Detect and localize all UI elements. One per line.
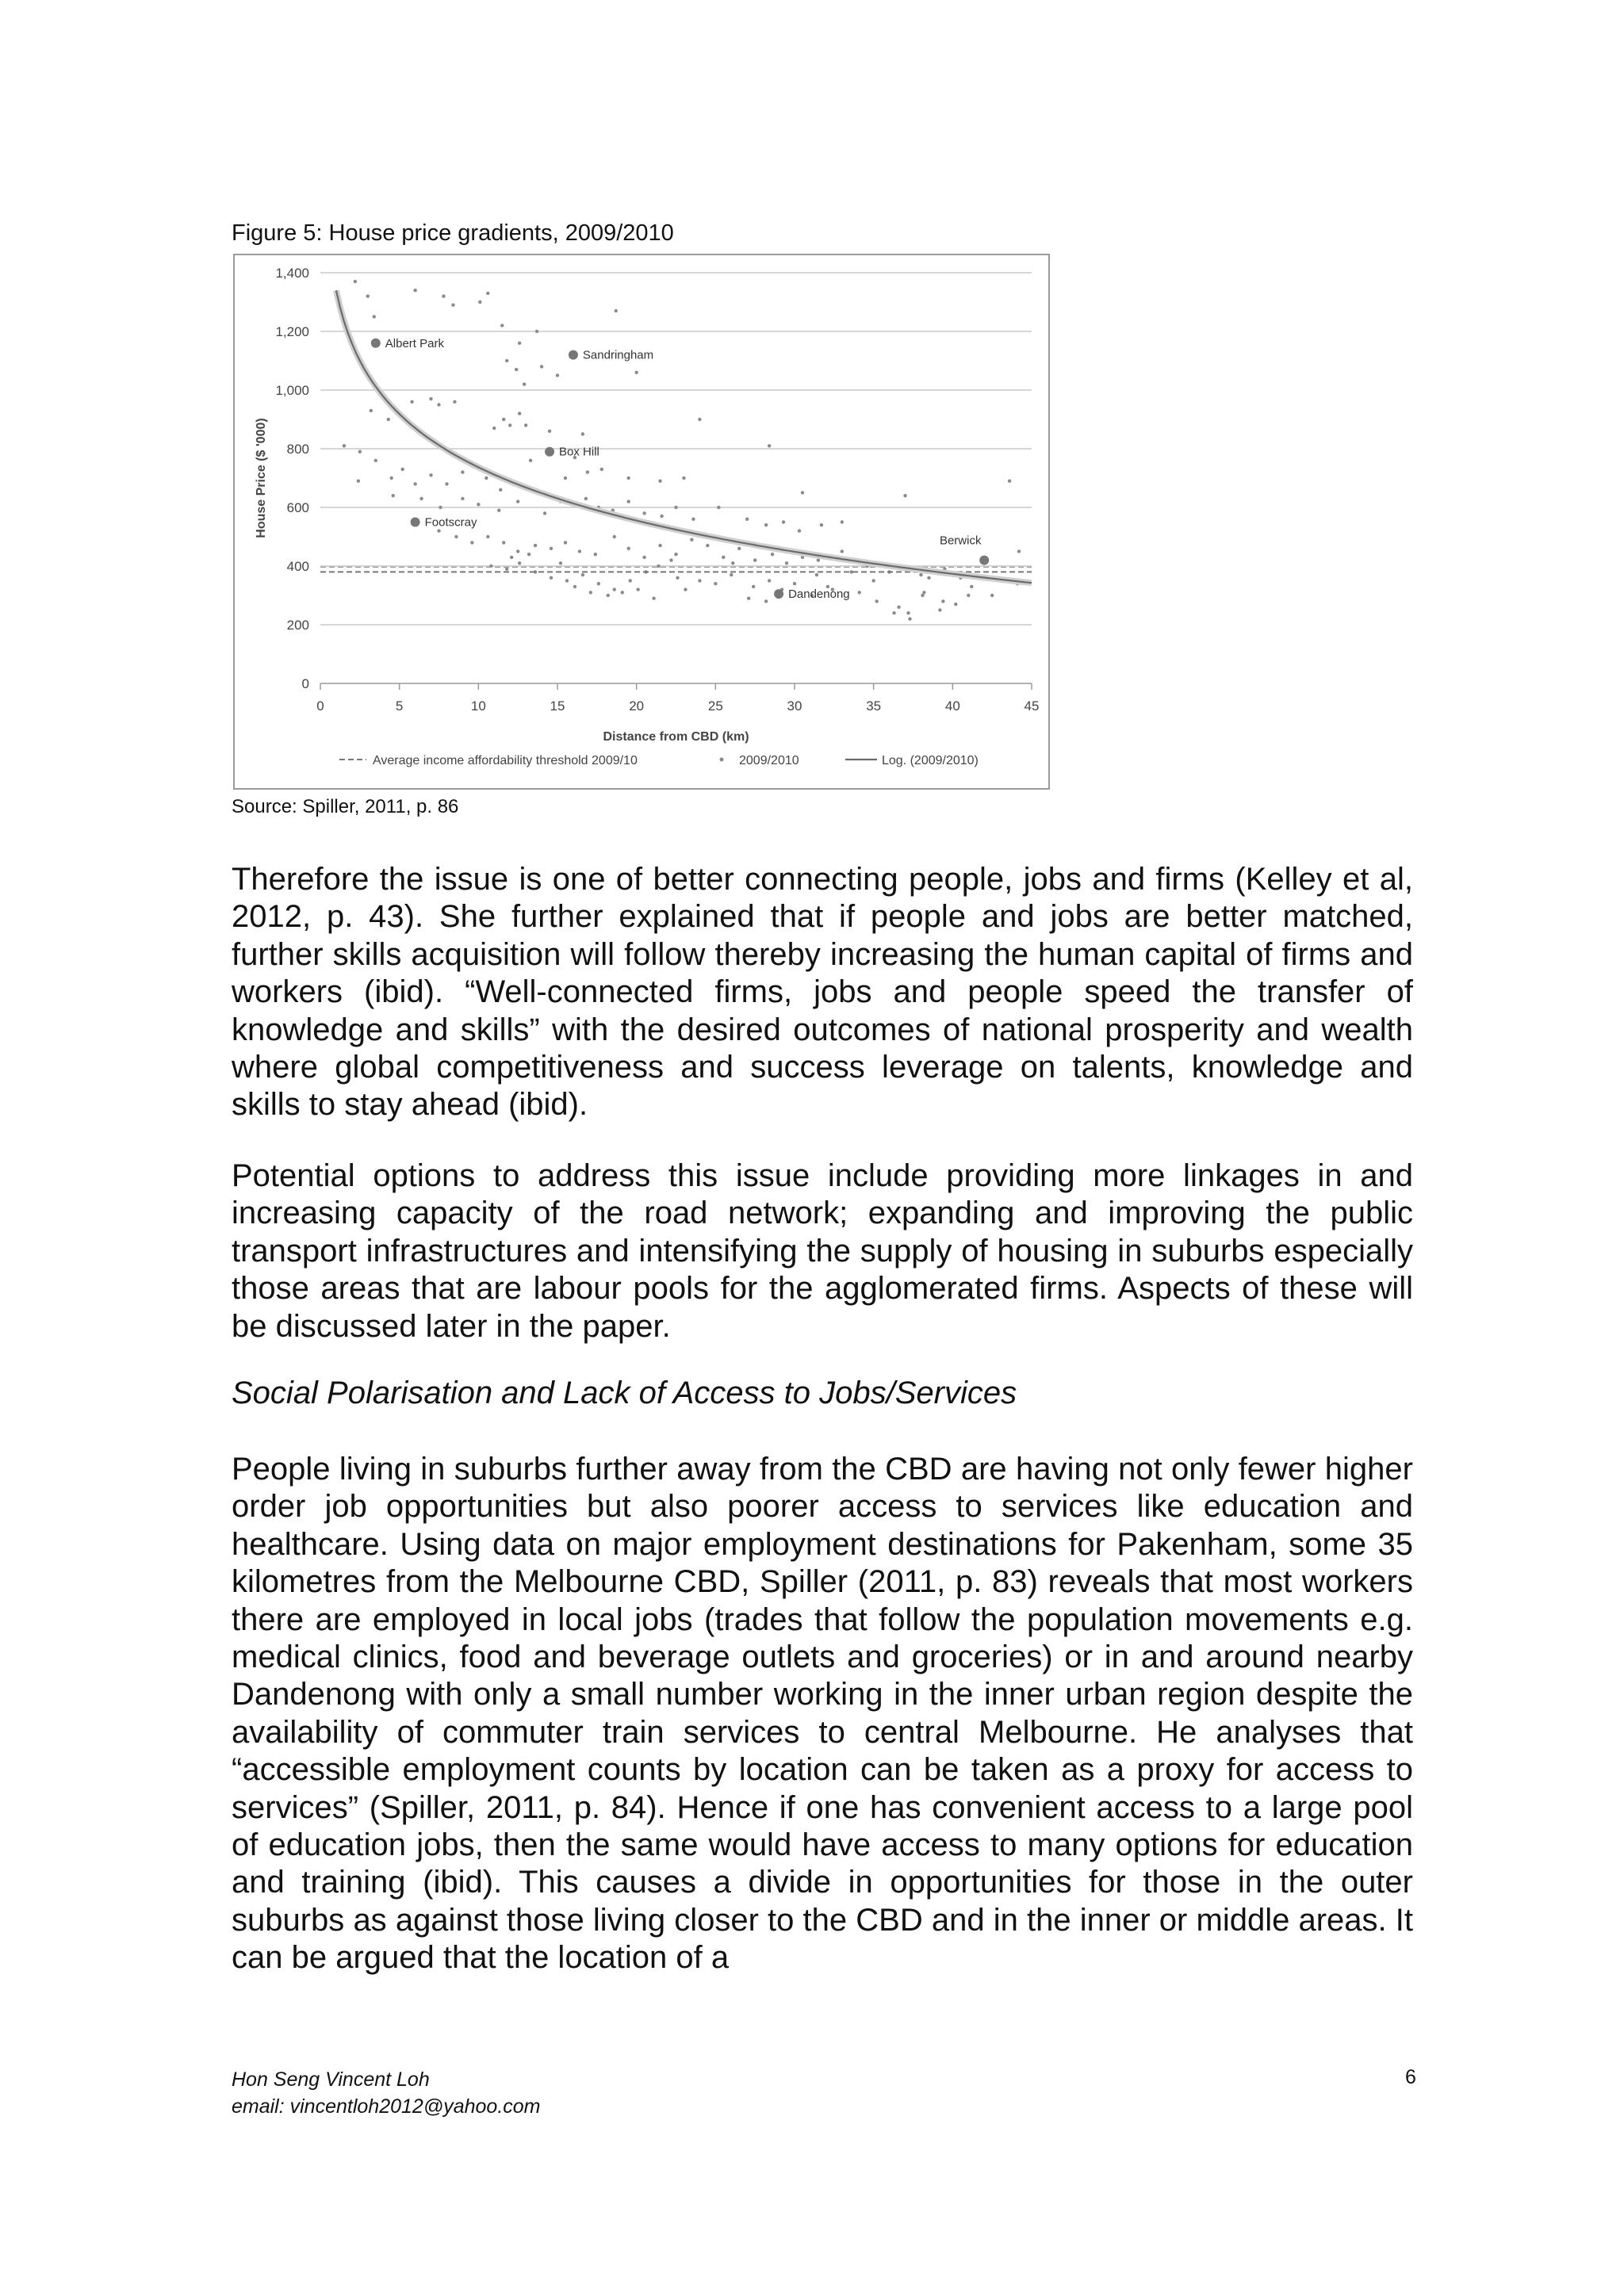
page-number: 6 [1405,2066,1416,2088]
x-axis-label: Distance from CBD (km) [603,730,749,744]
scatter-point [919,573,922,576]
scatter-point [505,359,508,362]
scatter-point [652,597,655,600]
y-tick-label: 800 [286,442,309,457]
scatter-point [565,579,569,582]
scatter-point [343,444,346,447]
scatter-point [492,427,496,430]
scatter-point [470,541,473,544]
suburb-label: Sandringham [582,348,654,362]
axis-labels [255,266,1039,744]
author-name: Hon Seng Vincent Loh [232,2068,430,2091]
scatter-point [527,553,530,556]
scatter-point [1008,480,1011,483]
trend-band [336,290,1032,583]
scatter-point [419,497,423,500]
scatter-point [927,576,930,580]
paragraph-1: Therefore the issue is one of better connecting people, jobs and firms (Kelley et al, 2012, p. 43). She further explained that if people and jobs are better matched, further skills acquisition will follow thereby increasing the human capital of firms and workers (ibid). “Well-connected firms, jobs and people speed the transfer of knowledge and skills” with the desired outcomes of national prosperity and wealth where global competitiveness and success leverage on talents, knowledge and skills to stay ahead (ibid). [232,862,1413,1123]
scatter-point [454,535,458,538]
scatter-point [550,547,553,550]
scatter-point [682,476,685,480]
scatter-point [871,579,875,582]
scatter-point [518,342,521,345]
scatter-point [387,418,390,421]
scatter-point [817,558,820,561]
scatter-point [613,535,616,538]
scatter-point [366,294,370,297]
scatter-point [906,611,910,614]
scatter-point [660,515,663,518]
scatter-point [730,573,733,576]
scatter-point [477,503,480,506]
x-tick-label: 35 [866,698,882,714]
scatter-point [737,547,741,550]
scatter-point [691,518,695,521]
legend-threshold-label: Average income affordability threshold 2009/10 [373,754,638,767]
scatter-point [559,561,562,564]
scatter-point [505,568,508,571]
scatter-point [747,597,750,600]
suburb-label: Box Hill [559,445,599,459]
scatter-point [374,459,377,462]
scatter-point [573,585,576,588]
scatter-point [358,450,362,453]
scatter-point [486,535,489,538]
scatter-point [676,576,679,580]
scatter-point [581,573,584,576]
scatter-point [698,579,701,582]
highlighted-point [569,350,578,360]
scatter-point [793,582,796,585]
scatter-point [764,599,768,603]
scatter-point [674,506,677,509]
suburb-label: Footscray [424,515,477,530]
paragraph-3: People living in suburbs further away from the CBD are having not only fewer higher order job opportunities but also poorer access to services like education and healthcare. Using data on major employment destinations for Pakenham, some 35 kilometres from the Melbourne CBD, Spiller (2011, p. 83) reveals that most workers there are employed in local jobs (trades that follow the population movements e.g. medical clinics, food and beverage outlets and groceries) or in and around nearby Dandenong with only a small number working in the inner urban region despite the availability of commuter train services to central Melbourne. He analyses that “accessible employment counts by location can be taken as a proxy for access to services” (Spiller, 2011, p. 84). Hence if one has convenient access to a large pool of education jobs, then the same would have access to many options for education and training (ibid). This causes a divide in opportunities for those in the outer suburbs as against those living closer to the CBD and in the inner or middle areas. It can be argued that the location of a [232,1452,1413,1976]
scatter-point [534,544,537,547]
scatter-point [785,561,788,564]
scatter-point [439,506,442,509]
scatter-point [897,606,900,609]
axes [320,683,1032,690]
scatter-point [858,591,861,594]
scatter-point [550,576,553,580]
y-tick-label: 0 [301,676,309,691]
scatter-point [690,538,693,541]
x-tick-label: 5 [395,698,404,714]
scatter-chart [235,255,1048,788]
figure-source: Source: Spiller, 2011, p. 86 [232,796,459,817]
scatter-point [841,549,844,553]
x-tick-label: 30 [787,698,802,714]
scatter-point [600,468,603,471]
scatter-point [485,476,488,480]
x-tick-label: 0 [316,698,324,714]
y-tick-label: 200 [286,618,309,633]
scatter-point [540,365,543,368]
scatter-point [564,541,567,544]
highlighted-point [411,518,420,527]
scatter-point [875,599,878,603]
scatter-point [841,520,844,523]
scatter-point [518,561,521,564]
y-tick-label: 1,200 [275,324,309,339]
scatter-point [658,544,661,547]
scatter-point [798,529,801,532]
scatter-point [400,468,404,471]
log-trend-line [336,290,1032,583]
scatter-point [669,558,672,561]
x-tick-label: 20 [629,698,645,714]
scatter-point [584,497,588,500]
scatter-point [499,488,502,492]
x-tick-label: 45 [1024,698,1040,714]
scatter-point [954,603,957,606]
scatter-point [621,591,624,594]
scatter-point [970,585,973,588]
scatter-point [684,587,687,591]
y-tick-label: 1,000 [275,383,309,398]
scatter-point [390,476,393,480]
scatter-point [589,591,592,594]
scatter-point [451,304,454,307]
scatter-point [722,556,725,559]
scatter-point [543,511,546,515]
chart-legend [339,754,979,767]
scatter-point [698,418,701,421]
scatter-point [642,556,645,559]
scatter-point [518,411,521,415]
scatter-point [714,582,717,585]
highlighted-point [371,339,381,348]
scatter-point [731,561,734,564]
scatter-point [594,553,597,556]
scatter-point [515,368,518,371]
suburb-label: Dandenong [788,587,850,602]
scatter-point [510,556,513,559]
scatter-point [445,482,448,485]
scatter-point [442,294,445,297]
x-tick-label: 40 [944,698,960,714]
scatter-point [967,594,970,597]
scatter-point [990,594,994,597]
highlighted-point [545,447,554,457]
scatter-point [642,511,645,515]
scatter-point [437,403,440,406]
y-axis-label: House Price ($ '000) [255,418,268,538]
scatter-point [1017,549,1021,553]
scatter-point [516,549,519,553]
scatter-point [370,409,373,412]
scatter-point [502,541,505,544]
highlighted-point [774,589,783,599]
scatter-point [581,432,584,435]
scatter-point [523,382,526,385]
footer-author [232,2066,541,2120]
x-tick-label: 15 [550,698,565,714]
x-tick-label: 25 [707,698,723,714]
y-tick-label: 1,400 [275,266,309,281]
author-email: email: vincentloh2012@yahoo.com [232,2095,541,2118]
scatter-point [429,397,432,400]
scatter-point [486,292,489,295]
scatter-point [502,418,505,421]
scatter-point [357,480,360,483]
scatter-point [903,494,906,497]
scatter-point [437,529,440,532]
y-tick-label: 400 [286,559,309,574]
legend-points-label: 2009/2010 [739,754,799,767]
scatter-point [535,330,538,333]
scatter-point [657,564,660,568]
scatter-point [768,444,771,447]
scatter-point [461,470,464,473]
scatter-point [627,499,630,503]
scatter-point [706,544,709,547]
reference-lines [320,290,1032,583]
paragraph-2: Potential options to address this issue include providing more linkages in and increasing capacity of the road network; expanding and improving the public transport infrastructures and intensifying the supply of housing in suburbs especially those areas that are labour pools for the agglomerated firms. Aspects of these will be discussed later in the paper. [232,1158,1413,1344]
scatter-point [908,617,911,620]
scatter-point [634,371,638,374]
x-tick-label: 10 [470,698,486,714]
scatter-point [373,315,376,318]
scatter-point [771,553,774,556]
scatter-point [586,470,589,473]
scatter-point [410,400,413,404]
scatter-point [745,518,749,521]
scatter-point [613,587,616,591]
scatter-point [615,309,618,312]
scatter-point [478,300,481,304]
scatter-point [938,608,941,611]
section-heading: Social Polarisation and Lack of Access to Jobs/Services [232,1376,1017,1410]
figure-caption: Figure 5: House price gradients, 2009/2010 [232,220,674,246]
suburb-label: Berwick [939,534,982,548]
scatter-point [658,480,661,483]
scatter-point [578,549,581,553]
scatter-point [548,430,551,433]
scatter-point [782,520,785,523]
scatter-point [627,547,630,550]
scatter-point [941,599,944,603]
highlighted-suburbs [371,337,989,601]
legend-trend-label: Log. (2009/2010) [882,754,979,767]
scatter-point [815,573,818,576]
scatter-point [892,611,895,614]
scatter-point [674,553,677,556]
y-tick-label: 600 [286,500,309,515]
scatter-point [753,558,756,561]
scatter-point [556,373,559,377]
scatter-point [564,476,567,480]
scatter-point [597,582,600,585]
scatter-point [529,459,532,462]
scatter-point [921,594,924,597]
scatter-point [508,423,511,427]
scatter-point [922,591,925,594]
scatter-point [500,323,504,327]
scatter-point [524,423,527,427]
scatter-point [453,400,456,404]
scatter-point [627,476,630,480]
scatter-point [636,587,639,591]
scatter-point [413,482,416,485]
scatter-point [607,594,610,597]
scatter-point [354,280,357,283]
scatter-point [461,497,464,500]
suburb-label: Albert Park [385,336,444,350]
highlighted-point [979,556,989,565]
scatter-point [413,289,416,292]
scatter-point [516,499,519,503]
scatter-point [628,579,631,582]
scatter-point [391,494,394,497]
scatter-point [820,523,823,526]
scatter-point [752,585,755,588]
legend-points-swatch [720,758,724,762]
scatter-point [801,491,804,494]
scatter-point [764,523,768,526]
scatter-point [768,579,771,582]
scatter-point [717,506,720,509]
scatter-point [497,509,500,512]
scatter-point [429,473,432,476]
figure-chart [233,254,1050,790]
